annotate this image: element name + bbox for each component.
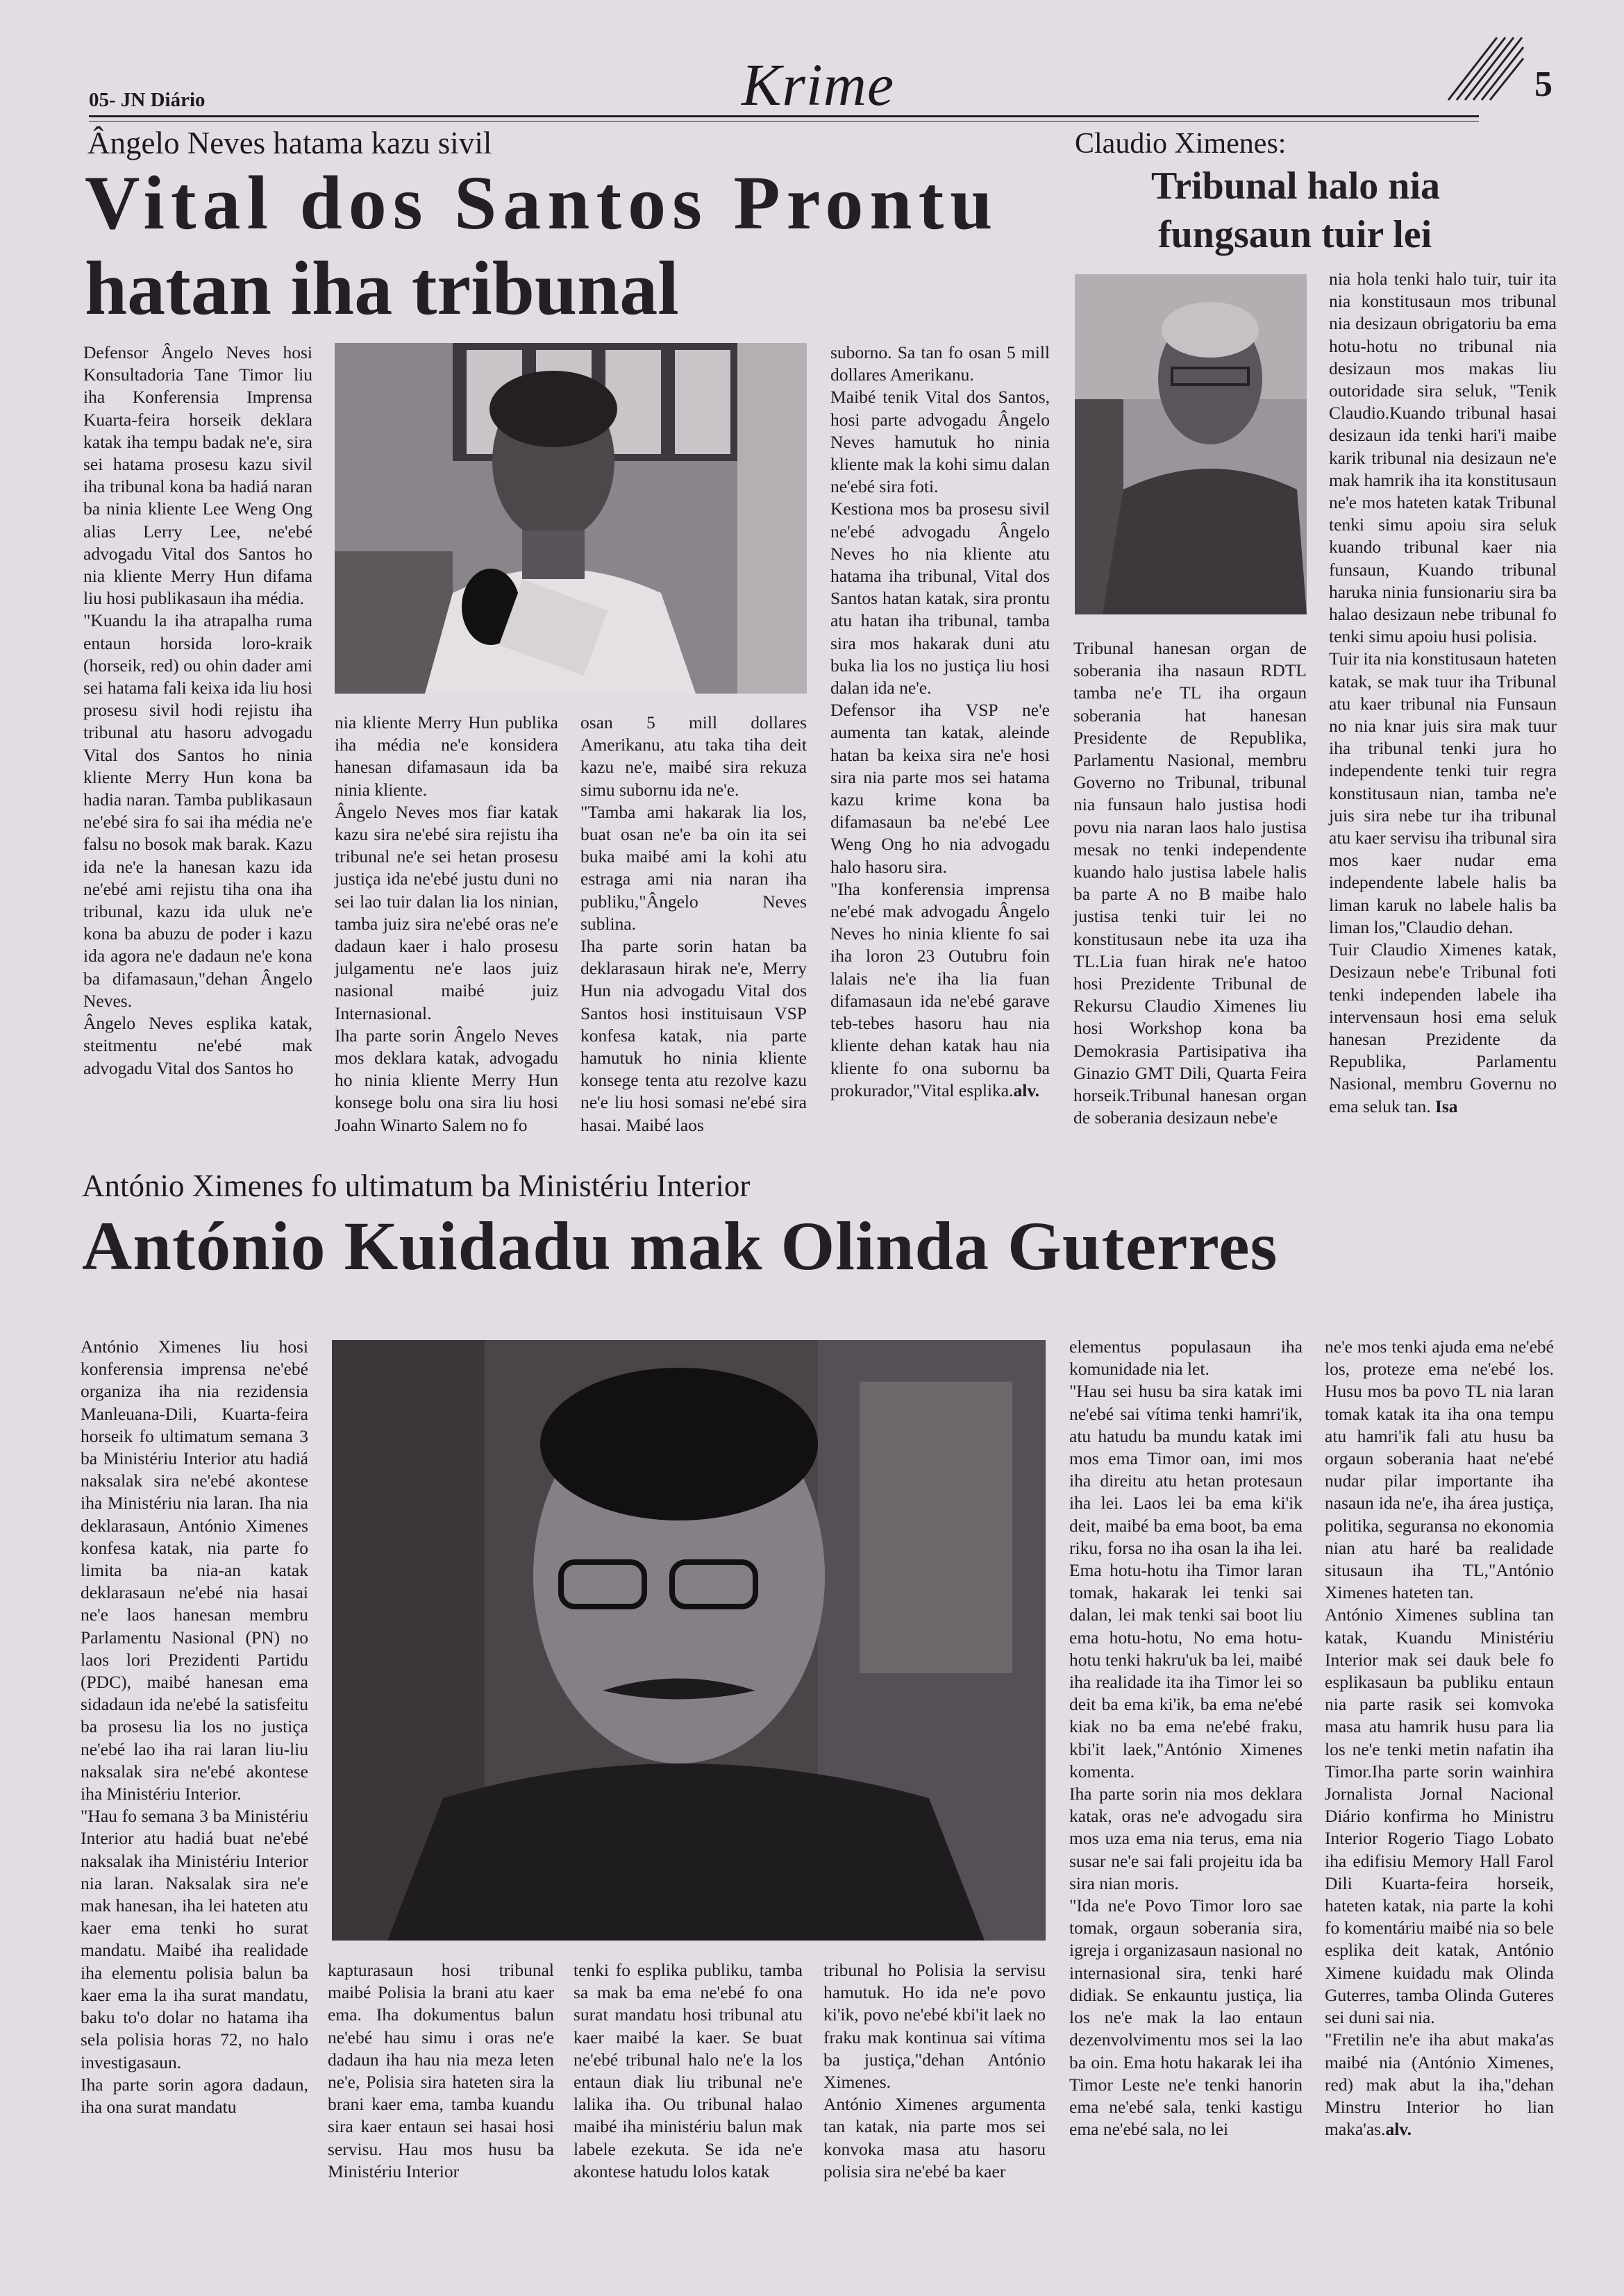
paragraph: Defensor Ângelo Neves hosi Konsultadoria Tane Timor liu iha Konferensia Imprensa Kuarta-feira horseik deklara katak iha tempu badak ne'e, sira sei hatama prosesu kazu sivil iha tribunal kona ba hadiá naran ba ninia kliente Lee Weng Ong alias Lerry Lee, ne'ebé advogadu Vital dos Santos ho nia kliente Merry Hun difama liu hosi publikasaun iha média. xyxy=(83,342,312,609)
paragraph: tenki fo esplika publiku, tamba sa mak ba ema ne'ebé fo ona surat mandatu hosi tribunal atu kaer maibé la kaer. Se buat ne'ebé tribunal halo ne'e la los entaun diak liu tribunal ne'e lalika iha. Ou tribunal halao maibé iha ministériu balun mak labele ezekuta. Se ida ne'e akontese hatudu lolos katak xyxy=(574,1960,803,2181)
paragraph: suborno. Sa tan fo osan 5 mill dollares Amerikanu. xyxy=(830,342,1050,385)
article2-column1 xyxy=(1073,637,1307,1129)
paragraph: "Hau fo semana 3 ba Ministériu Interior atu hadiá buat ne'ebé naksalak iha Ministériu Interior nia laran. Naksalak sira ne'e mak hanesan, iha lei hateten atu kaer ema tenki ho surat mandatu. Maibé iha realidade iha elementu polisia balun ba kaer ema la iha surat mandatu, baku to'o dolar no hatama iha sela polisia horas 72, no halo investigasaun. xyxy=(81,1806,308,2072)
article3-column3 xyxy=(574,1959,803,2183)
paragraph: nia hola tenki halo tuir, tuir ita nia konstitusaun mos tribunal nia desizaun obrigatoriu ba ema hotu-hotu no tribunal nia desizaun mos makas liu outoridade sira seluk, "Tenik Claudio.Kuando tribunal hasai desizaun ida tenki hari'i maibe karik tribunal nia desizaun ne'e mak hamrik iha ita konstitusaun ne'e mos hateten katak Tribunal tenki simu apoiu sira seluk kuando tribunal kaer nia funsaun, Kuando tribunal haruka ninia funsionariu sira ba halao desizaun nebe tribunal fo tenki simu apoiu husi polisia. xyxy=(1329,269,1557,647)
byline: alv. xyxy=(1385,2119,1412,2140)
paragraph: Iha parte sorin hatan ba deklarasaun hirak ne'e, Merry Hun nia advogadu Vital dos Santos hosi instituisaun VSP konfesa katak, nia parte hamutuk ho ninia kliente konsege tenta atu rezolve kazu ne'e liu hosi somasi ne'ebé sira hasai. Maibé laos xyxy=(580,936,807,1135)
article3-headline: António Kuidadu mak Olinda Guterres xyxy=(82,1207,1278,1284)
article3-column5 xyxy=(1069,1336,1303,2140)
paragraph: Tribunal hanesan organ de soberania iha nasaun RDTL tamba ne'e TL iha orgaun soberania hat hanesan Presidente de Republika, Parlamentu Nasional, membru Governo no Tribunal, tribunal nia funsaun halo justisa hodi povu nia naran laos halo justisa mesak no tenki independente kuando halo justisa labele halis ba parte A no B maibe halo justisa tenki tuir lei no konstitusaun nebe ita uza iha TL.Lia fuan hirak ne'e hatoo hosi Prezidente Tribunal de Rekursu Claudio Ximenes liu hosi Workshop kona ba Demokrasia Partisipativa iha Ginazio GMT Dili, Quarta Feira horseik.Tribunal hanesan organ de soberania desizaun nebe'e xyxy=(1073,638,1307,1128)
paragraph: "Iha konferensia imprensa ne'ebé mak advogadu Ângelo Neves ho ninia kliente fo sai iha loron 23 Outubru foin lalais ne'e iha lia fuan difamasaun ida ne'ebé garave teb-tebes hasoru hau nia kliente dehan katak hau nia kliente fo ona subornu ba prokurador,"Vital esplika. xyxy=(830,878,1050,1100)
article3-column6 xyxy=(1325,1336,1554,2140)
paragraph: Tuir Claudio Ximenes katak, Desizaun nebe'e Tribunal foti tenki independen labele iha intervensaun hosi ema seluk hanesan Prezidente da Republika, Parlamentu Nasional, membru Governu no ema seluk tan. xyxy=(1329,939,1557,1116)
article1-column3 xyxy=(580,712,807,1137)
masthead-rule xyxy=(89,115,1479,117)
paragraph: Defensor iha VSP ne'e aumenta tan katak, aleinde hatan ba keixa sira ne'e hosi sira nia parte mos sei hatama kazu krime kona ba difamasaun ba ne'ebé Lee Weng Ong ho nia advogadu halo hasoru sira. xyxy=(830,700,1050,877)
article1-headline-line2: hatan iha tribunal xyxy=(85,246,679,330)
paragraph: kapturasaun hosi tribunal maibé Polisia la brani atu kaer ema. Iha dokumentus balun ne'ebé hau simu i oras ne'e dadaun iha hau nia meza leten ne'e, Polisia sira hateten sira la brani kaer ema, tamba kuandu sira kaer entaun sei hasai hosi servisu. Hau mos husu ba Ministériu Interior xyxy=(328,1960,554,2181)
paragraph: "Ida ne'e Povo Timor loro sae tomak, orgaun soberania sira, igreja i organizasaun nasional no internasional sira, tenki haré didiak. Se enkauntu justiça, lia los ne'e mak la lao entaun dezenvolvimentu mos sei la lao ba oin. Ema hotu hakarak lei iha Timor Leste ne'e tenki hanorin ema ne'ebé sala, tenki kastigu ema ne'ebé sala, no lei xyxy=(1069,1895,1303,2140)
article2-kicker: Claudio Ximenes: xyxy=(1075,128,1287,160)
paragraph: "Kuandu la iha atrapalha ruma entaun horsida loro-kraik (horseik, red) ou ohin dader ami sei hatama fali keixa ida liu hosi prosesu sivil hodi rejistu iha tribunal atu hasoru advogadu Vital dos Santos ho ninia kliente Merry Hun kona ba hadia naran. Tamba publikasaun ne'ebé sira fo sai iha média ne'e falsu no bosok mak barak. Kazu ida ne'e la hanesan kazu ida ne'ebé ami rejistu tiha ona iha tribunal, kazu ida uluk ne'e kona ba abuzu de poder i kazu ida agora ne'e dadaun ne'e kona ba difamasaun,"dehan Ângelo Neves. xyxy=(83,610,312,1011)
paragraph: Iha parte sorin agora dadaun, iha ona surat mandatu xyxy=(81,2074,308,2117)
paragraph: "Hau sei husu ba sira katak imi ne'ebé sai vítima tenki hamri'ik, atu hatudu ba mundu katak imi mos ema Timor oan, imi mos iha direitu atu hetan protesaun iha lei. Laos lei ba ema ki'ik deit, maibé ba ema boot, ba ema riku, forsa no iha osan la iha lei. Ema hotu-hotu iha Timor laran tomak, hakarak lei tenki sai dalan, lei mak tenki sai boot liu ema hotu-hotu, No ema hotu-hotu tenki hakru'uk ba lei, maibé iha realidade ita iha Timor lei so deit ba ema ki'ik, ba ema ne'ebé kiak no ba ema ne'ebé fraku, kbi'it laek,"António Ximenes komenta. xyxy=(1069,1381,1303,1782)
article3-column4 xyxy=(823,1959,1046,2183)
byline: Isa xyxy=(1434,1096,1458,1116)
article3-kicker: António Ximenes fo ultimatum ba Ministériu Interior xyxy=(82,1168,751,1203)
paragraph: Maibé tenik Vital dos Santos, hosi parte advogadu Ângelo Neves hamutuk ho ninia kliente mak la kohi simu dalan ne'ebé sira foti. xyxy=(830,387,1050,497)
paragraph: elementus populasaun iha komunidade nia let. xyxy=(1069,1336,1303,1380)
paragraph: Kestiona mos ba prosesu sivil ne'ebé advogadu Ângelo Neves ho nia kliente atu hatama iha tribunal, Vital dos Santos hatan katak, sira prontu atu hatan iha tribunal, tamba sira mos hakarak duni atu buka lia los no justiça liu hosi dalan ida ne'e. xyxy=(830,498,1050,698)
folio: 05- JN Diário xyxy=(89,89,206,111)
paragraph: osan 5 mill dollares Amerikanu, atu taka tiha deit kazu ne'e, maibé sira rekuza simu subornu ida ne'e. xyxy=(580,712,807,800)
paragraph: Iha parte sorin Ângelo Neves mos deklara katak, advogadu ho ninia kliente Merry Hun konsege bolu ona sira liu hosi Joahn Winarto Salem no fo xyxy=(335,1025,558,1135)
article1-column2 xyxy=(335,712,558,1137)
photo-antonio-ximenes xyxy=(332,1340,1046,1941)
paragraph: Tuir ita nia konstitusaun hateten katak, se mak tuur iha Tribunal atu kaer tribunal nia Funsaun no nia knar juis sira mak tuur iha tribunal tenki jura ho independente tenki tuir regra konstitusaun nian, tamba ne'e juis sira nebe tur iha tribunal atu kaer servisu iha tribunal sira mos kaer nudar ema independente labele halis ba liman karuk no labele halis ba liman los,"Claudio dehan. xyxy=(1329,648,1557,937)
paragraph: "Tamba ami hakarak lia los, buat osan ne'e ba oin ita sei buka maibé ami la kohi atu estraga ami nia naran iha publiku,"Ângelo Neves sublina. xyxy=(580,801,807,934)
byline: alv. xyxy=(1013,1080,1040,1100)
paragraph: "Fretilin ne'e iha abut maka'as maibé nia (António Ximenes, red) mak abut la iha,"dehan Minstru Interior ho lian maka'as. xyxy=(1325,2029,1554,2140)
article1-column4 xyxy=(830,342,1050,1102)
photo-claudio-ximenes xyxy=(1075,274,1307,614)
photo-angelo-neves xyxy=(335,343,807,694)
article1-kicker: Ângelo Neves hatama kazu sivil xyxy=(87,126,492,160)
paragraph: António Ximenes sublina tan katak, Kuandu Ministériu Interior mak sei dauk bele fo esplikasaun ba publiku entaun nia parte rasik sei komvoka masa atu hamrik husu para lia los ne'e tenki metin nafatin iha Timor.Iha parte sorin wainhira Jornalista Jornal Nacional Diário konfirma ho Ministru Interior Rogerio Tiago Lobato iha edifisiu Memory Hall Farol Dili Kuarta-feira horseik, hateten katak, nia parte la kohi fo komentáriu maibé nia so bele esplika deit katak, António Ximene kuidadu mak Olinda Guterres, tamba Olinda Guteres sei duni sai nia. xyxy=(1325,1604,1554,2028)
article1-headline-line1: Vital dos Santos Prontu xyxy=(85,160,999,245)
paragraph: António Ximenes argumenta tan katak, nia parte mos sei konvoka masa atu hasoru polisia sira ne'ebé ba kaer xyxy=(823,2094,1046,2181)
article1-column1 xyxy=(83,342,312,1080)
article3-column2 xyxy=(328,1959,554,2183)
article3-column1 xyxy=(81,1336,308,2118)
paragraph: ne'e mos tenki ajuda ema ne'ebé los, proteze ema ne'ebé los. Husu mos ba povo TL nia laran tomak katak ita iha ona tempu atu hamri'ik fali atu husu ba orgaun soberania haat ne'ebé nudar pilar importante iha nasaun ida ne'e, iha área justiça, politika, seguransa no ekonomia nian atu haré ba realidade situsaun iha TL,"António Ximenes hateten tan. xyxy=(1325,1336,1555,1603)
article2-headline-line1: Tribunal halo nia xyxy=(1151,165,1441,208)
paragraph: tribunal ho Polisia la servisu hamutuk. Ho ida ne'e povo ki'ik, povo ne'ebé kbi'it laek no fraku mak kontinua sai vítima ba justiça,"dehan António Ximenes. xyxy=(823,1960,1046,2093)
paragraph: Ângelo Neves esplika katak, steitmentu ne'ebé mak advogadu Vital dos Santos ho xyxy=(83,1013,312,1078)
section-title: Krime xyxy=(742,51,894,118)
paragraph: nia kliente Merry Hun publika iha média ne'e konsidera hanesan difamasaun ida ba ninia kliente. xyxy=(335,712,558,800)
page-number: 5 xyxy=(1534,65,1552,104)
article2-headline-line2: fungsaun tuir lei xyxy=(1158,213,1432,256)
paragraph: António Ximenes liu hosi konferensia imprensa ne'ebé organiza iha nia rezidensia Manleuana-Dili, Kuarta-feira horseik fo ultimatum semana 3 ba Ministériu Interior atu hadiá naksalak sira ne'ebé akontese iha Ministériu nia laran. Iha nia deklarasaun, António Ximenes konfesa katak, nia parte fo limita ba nia-an katak deklarasaun ne'ebé nia hasai ne'e laos hanesan membru Parlamentu Nasional (PN) no laos lori Prezidenti Partidu (PDC), maibé hanesan ema sidadaun ida ne'ebé la satisfeitu ba prosesu lia los no justiça ne'ebé lao iha rai laran liu-liu naksalak sira ne'ebé akontese iha Ministériu Interior. xyxy=(81,1336,308,1804)
paragraph: Iha parte sorin nia mos deklara katak, oras ne'e advogadu sira mos uza ema nia terus, ema nia susar ne'e sai fali projeitu ida ba sira nian moris. xyxy=(1069,1784,1303,1893)
article2-column2 xyxy=(1329,268,1557,1118)
paragraph: Ângelo Neves mos fiar katak kazu sira ne'ebé sira rejistu iha tribunal ne'e sei hetan prosesu justiça ida ne'ebé justu duni no sei lao tuir dalan lia los ninian, tamba juiz sira ne'ebé oras ne'e dadaun kaer i halo prosesu julgamentu ne'e laos juiz nasional maibé juiz Internasional. xyxy=(335,801,558,1023)
hatch-ornament-icon xyxy=(1441,31,1525,107)
